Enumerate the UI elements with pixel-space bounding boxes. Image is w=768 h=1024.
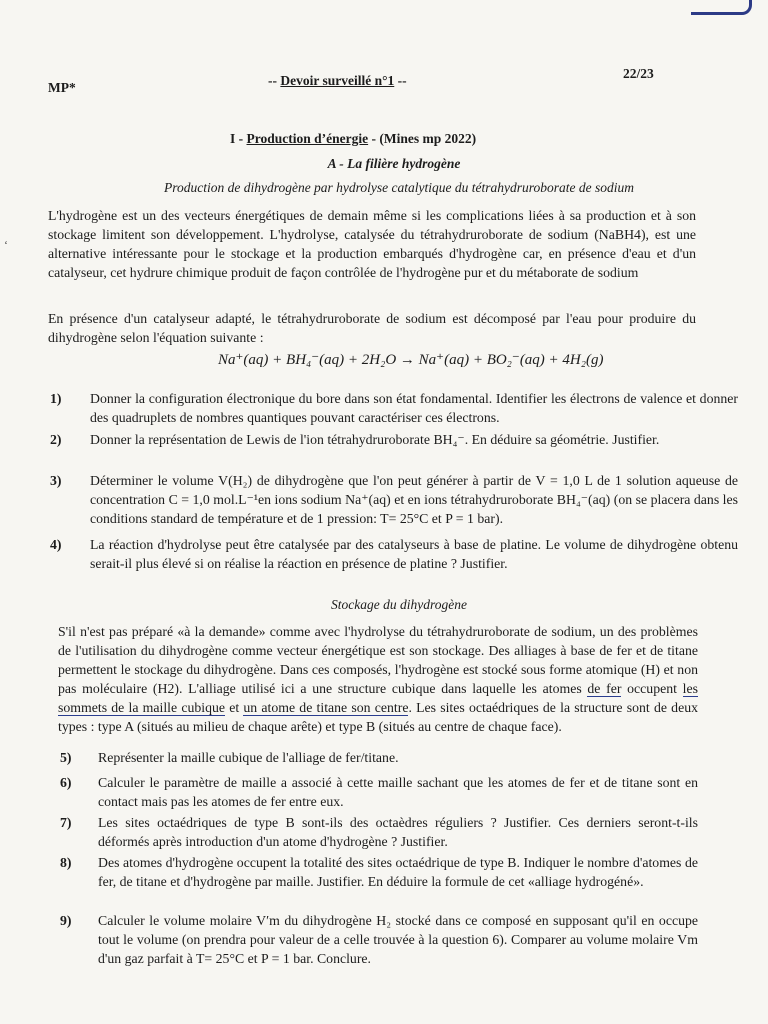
- question-text: Donner la configuration électronique du bore dans son état fondamental. Identifier les électrons de valence et donner des quadruplets de nombres quantiques pouvant caractériser ces électrons.: [90, 391, 738, 425]
- stockage-text-b: occupent: [621, 681, 683, 696]
- question-text: La réaction d'hydrolyse peut être catalysée par des catalyseurs à base de platine. Le volume de dihydrogène obtenu serait-il plus élevé si on réalise la réaction en présence de platine ? Justifier.: [90, 537, 738, 571]
- section-name: Production d’énergie: [246, 131, 369, 146]
- margin-tick-mark: ‘: [4, 238, 8, 252]
- equation: Na⁺(aq) + BH₄⁻(aq) + 2H₂O → Na⁺(aq) + BO₂⁻(aq) + 4H₂(g): [218, 352, 604, 368]
- handwritten-underline-2: les sommets de la maille cubique: [58, 681, 698, 715]
- question-text: Donner la représentation de Lewis de l'ion tétrahydruroborate BH₄⁻. En déduire sa géométrie. Justifier.: [90, 432, 660, 447]
- stockage-title: Stockage du dihydrogène: [331, 597, 467, 612]
- question-number: 4): [50, 537, 62, 552]
- stockage-paragraph: [58, 622, 698, 736]
- corner-ink-mark: [691, 0, 752, 15]
- question-text: Calculer le paramètre de maille a associé à cette maille sachant que les atomes de fer et de titane sont en contact mais pas les atomes de fer entre eux.: [98, 775, 698, 809]
- question-number: 2): [50, 432, 62, 447]
- question-text: Calculer le volume molaire V′m du dihydrogène H₂ stocké dans ce composé en supposant qu'il en occupe tout le volume (on prendra pour valeur de a celle trouvée à la question 6). Comparer au volume molaire Vm d'un gaz parfait à T= 25°C et P = 1 bar. Conclure.: [98, 913, 698, 966]
- question-text: Déterminer le volume V(H₂) de dihydrogène que l'on peut générer à partir de V = 1,0 L de 1 solution aqueuse de concentration C = 1,0 mol.L⁻¹en ions sodium Na⁺(aq) et en ions tétrahydruroborate BH₄⁻(aq) (on se placera dans les conditions standard de température et de 1 pression: T= 25°C et P = 1 bar).: [90, 473, 738, 526]
- question-number: 7): [60, 815, 72, 830]
- question-text: Les sites octaédriques de type B sont-ils des octaèdres réguliers ? Justifier. Ces derniers seront-t-ils déformés après introduction d'un atome d'hydrogène ? Justifier.: [98, 815, 698, 849]
- exam-title-line: [268, 73, 407, 89]
- stockage-text-a: S'il n'est pas préparé «à la demande» comme avec l'hydrolyse du tétrahydruroborate de sodium, un des problèmes de l'utilisation du dihydrogène comme vecteur énergétique est son stockage. Des alliages à base de fer et de titane permettent le stockage du dihydrogène. Dans ces composés, l'hydrogène est stocké sous forme atomique (H) et non pas moléculaire (H2). L'alliage utilisé ici a une structure cubique dans laquelle les atomes: [58, 624, 698, 696]
- intro-paragraph-2: En présence d'un catalyseur adapté, le tétrahydruroborate de sodium est décomposé par l'eau pour produire du dihydrogène selon l'équation suivante :: [48, 311, 696, 345]
- page-number: 22/23: [623, 66, 654, 81]
- question-number: 3): [50, 473, 62, 488]
- section-title: [230, 131, 476, 147]
- section-source: - (Mines mp 2022): [368, 131, 477, 146]
- part-title: A - La filière hydrogène: [327, 156, 461, 171]
- handwritten-underline-3: un atome de titane son centre: [243, 700, 409, 715]
- exam-title: Devoir surveillé n°1: [280, 73, 395, 88]
- intro-paragraph-1: L'hydrogène est un des vecteurs énergétiques de demain même si les complications liées à sa production et à son stockage limitent son développement. L'hydrolyse, catalysée du tétrahydruroborate de sodium (NaBH4), est une alternative intéressante pour le stockage et la production embarqués d'hydrogène car, en présence d'eau et d'un catalyseur, cet hydrure chimique produit de façon contrôlée de l'hydrogène pur et du métaborate de sodium: [48, 208, 696, 280]
- topic-title: Production de dihydrogène par hydrolyse catalytique du tétrahydruroborate de sodium: [163, 180, 635, 195]
- stockage-text-d: . Les sites octaédriques de la structure sont de deux types : type A (situés au milieu de chaque arête) et type B (situés au centre de chaque face).: [58, 700, 698, 734]
- stockage-text-c: et: [225, 700, 244, 715]
- question-text: Des atomes d'hydrogène occupent la totalité des sites octaédrique de type B. Indiquer le nombre d'atomes de fer, de titane et d'hydrogène par maille. Justifier. En déduire la formule de cet «alliage hydrogéné».: [98, 855, 698, 889]
- handwritten-underline-1: de fer: [587, 681, 622, 696]
- question-number: 1): [50, 391, 62, 406]
- section-number: I -: [230, 131, 247, 146]
- question-number: 9): [60, 913, 72, 928]
- question-text: Représenter la maille cubique de l'alliage de fer/titane.: [98, 750, 399, 765]
- exam-prefix: --: [268, 73, 281, 88]
- exam-suffix: --: [394, 73, 407, 88]
- question-number: 5): [60, 750, 72, 765]
- question-number: 8): [60, 855, 72, 870]
- class-label: MP*: [48, 80, 76, 95]
- question-number: 6): [60, 775, 72, 790]
